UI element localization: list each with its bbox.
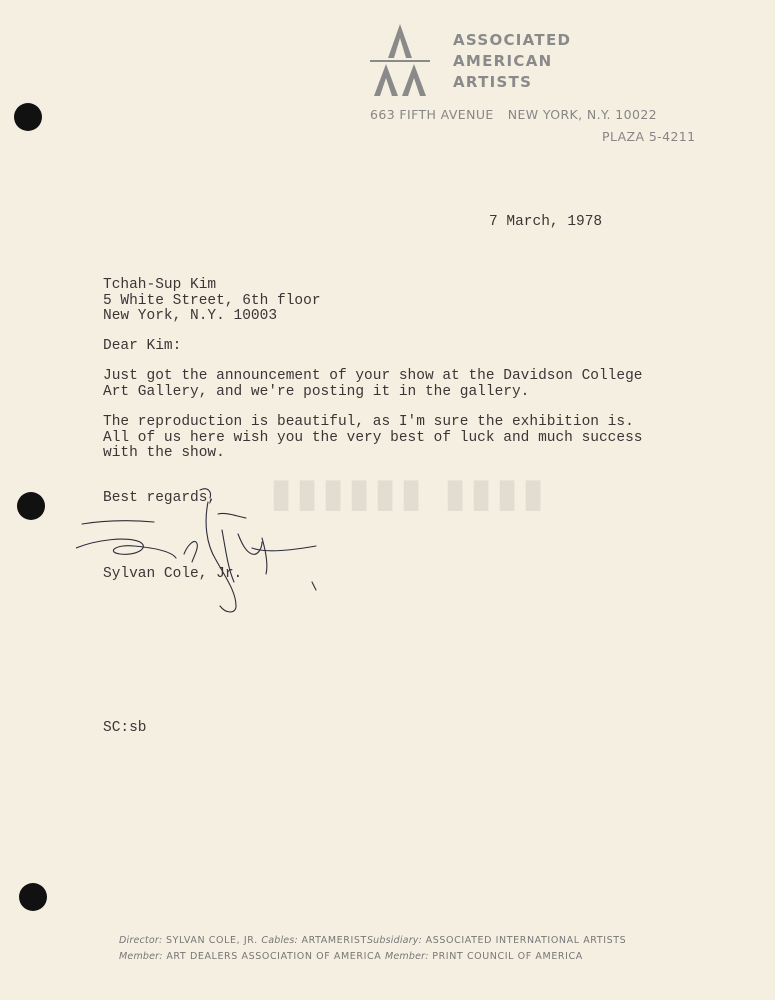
punch-hole-bottom: [19, 883, 47, 911]
show-through-smudge: ▮▮▮▮▮▮ ▮▮▮▮: [270, 470, 549, 516]
organization-name: [453, 30, 571, 93]
letterhead-phone: PLAZA 5-4211: [602, 129, 696, 144]
recipient-name: Tchah-Sup Kim: [103, 277, 217, 293]
footer-line-2: [119, 951, 583, 962]
aaa-triangle-logo-icon: [368, 22, 432, 103]
member-label-1: Member:: [119, 951, 163, 962]
member-label-2: Member:: [384, 951, 429, 962]
paragraph-1-line-2: Art Gallery, and we're posting it in the gallery.: [103, 383, 530, 400]
recipient-street: 5 White Street, 6th floor: [103, 292, 321, 309]
closing: Best regards,: [103, 490, 217, 506]
paragraph-2: [103, 415, 643, 462]
cables-label: Cables:: [261, 935, 298, 946]
recipient-city: New York, N.Y. 10003: [103, 308, 278, 324]
paragraph-2-line-2: All of us here wish you the very best of luck and much success: [103, 429, 643, 446]
recipient-block: [103, 278, 321, 325]
city-address: NEW YORK, N.Y. 10022: [507, 107, 658, 122]
handwritten-signature: [76, 482, 326, 627]
reference-initials: SC:sb: [103, 720, 147, 736]
cables-value: ARTAMERIST: [301, 935, 367, 946]
director-name: SYLVAN COLE, JR.: [166, 935, 258, 946]
paragraph-1-line-1: Just got the announcement of your show at the Davidson College: [103, 368, 643, 384]
org-name-line-1: ASSOCIATED: [453, 31, 572, 49]
paragraph-1: [103, 369, 643, 400]
signer-name: Sylvan Cole, Jr.: [103, 566, 243, 582]
member-org-2: PRINT COUNCIL OF AMERICA: [432, 951, 583, 962]
punch-hole-middle: [17, 492, 45, 520]
subsidiary-value: ASSOCIATED INTERNATIONAL ARTISTS: [425, 935, 627, 946]
footer-line-1: [119, 935, 626, 946]
letterhead-address: [370, 107, 657, 122]
org-name-line-2: AMERICAN: [453, 52, 553, 70]
punch-hole-top: [14, 103, 42, 131]
salutation: Dear Kim:: [103, 338, 182, 354]
org-name-line-3: ARTISTS: [453, 73, 533, 91]
director-label: Director:: [119, 935, 163, 946]
subsidiary-label: Subsidiary:: [366, 935, 423, 946]
paragraph-2-line-1: The reproduction is beautiful, as I'm sure the exhibition is.: [103, 414, 634, 430]
street-address: 663 FIFTH AVENUE: [370, 107, 494, 122]
member-org-1: ART DEALERS ASSOCIATION OF AMERICA: [166, 951, 382, 962]
letter-date: 7 March, 1978: [489, 214, 603, 230]
paragraph-2-line-3: with the show.: [103, 445, 225, 461]
